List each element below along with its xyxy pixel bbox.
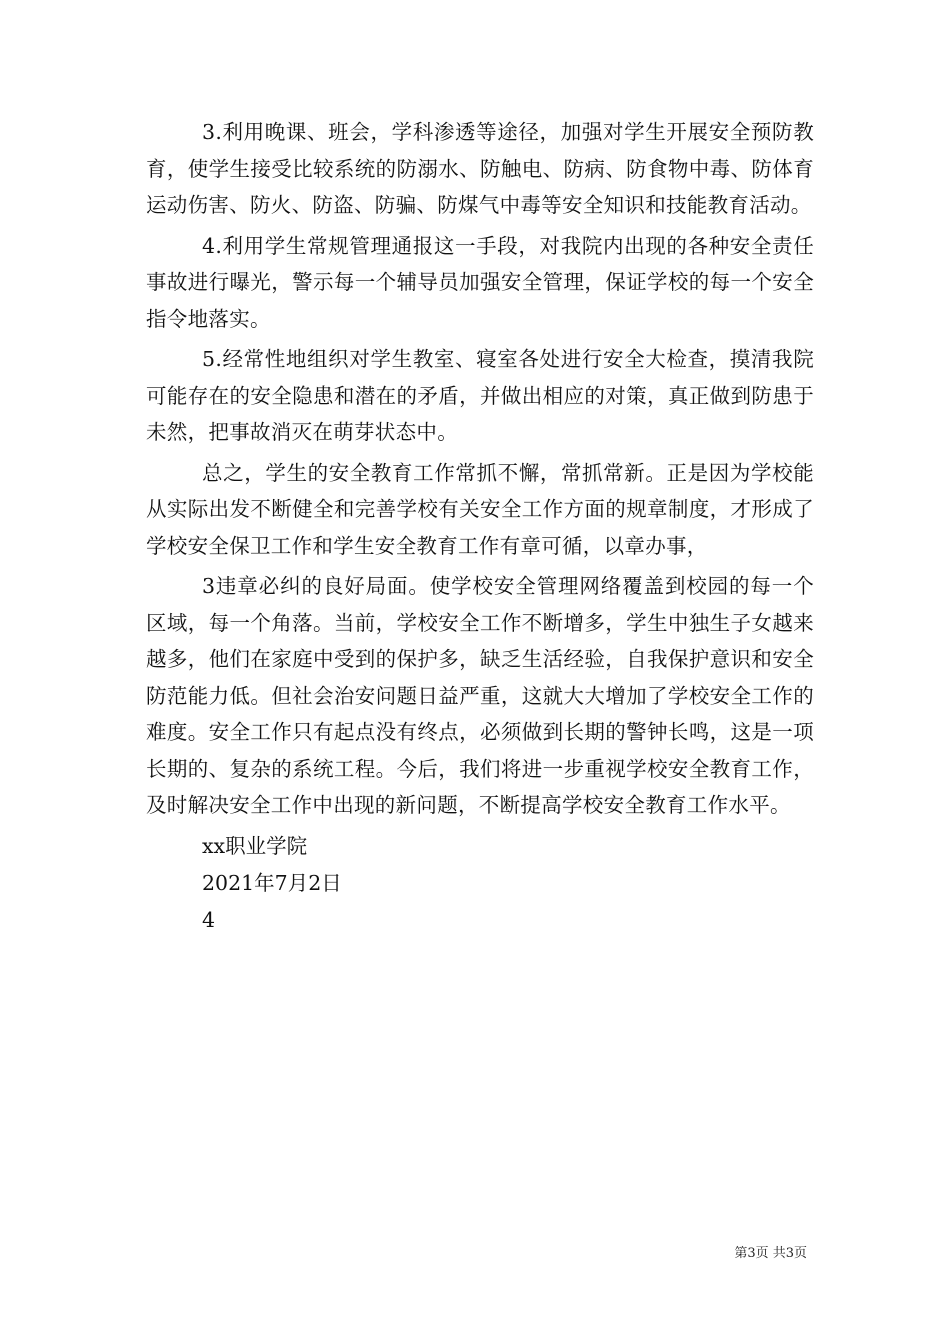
paragraph-item-3: 3.利用晚课、班会，学科渗透等途径，加强对学生开展安全预防教育，使学生接受比较系统的防溺水、防触电、防病、防食物中毒、防体育运动伤害、防火、防盗、防骗、防煤气中毒等安全知识和技能教育活动。	[146, 120, 814, 217]
page-number-footer: 第3页 共3页	[734, 1246, 807, 1261]
signature-org: xx职业学院	[202, 833, 308, 858]
paragraph-summary: 总之，学生的安全教育工作常抓不懈，常抓常新。正是因为学校能从实际出发不断健全和完善学校有关安全工作方面的规章制度，才形成了学校安全保卫工作和学生安全教育工作有章可循，以章办事，	[146, 460, 814, 558]
signature-date: 2021年7月2日	[202, 870, 342, 895]
paragraph-item-5: 5.经常性地组织对学生教室、寝室各处进行安全大检查，摸清我院可能存在的安全隐患和潜在的矛盾，并做出相应的对策，真正做到防患于未然，把事故消灭在萌芽状态中。	[146, 347, 814, 444]
paragraph-item-4: 4.利用学生常规管理通报这一手段，对我院内出现的各种安全责任事故进行曝光，警示每一个辅导员加强安全管理，保证学校的每一个安全指令地落实。	[146, 233, 814, 331]
signature-mark: 4	[202, 907, 216, 932]
paragraph-conclusion: 3违章必纠的良好局面。使学校安全管理网络覆盖到校园的每一个区域，每一个角落。当前，学校安全工作不断增多，学生中独生子女越来越多，他们在家庭中受到的保护多，缺乏生活经验，自我保护意识和安全防范能力低。但社会治安问题日益严重，这就大大增加了学校安全工作的难度。安全工作只有起点没有终点，必须做到长期的警钟长鸣，这是一项长期的、复杂的系统工程。今后，我们将进一步重视学校安全教育工作，及时解决安全工作中出现的新问题，不断提高学校安全教育工作水平。	[146, 574, 814, 817]
document-body	[146, 114, 814, 939]
